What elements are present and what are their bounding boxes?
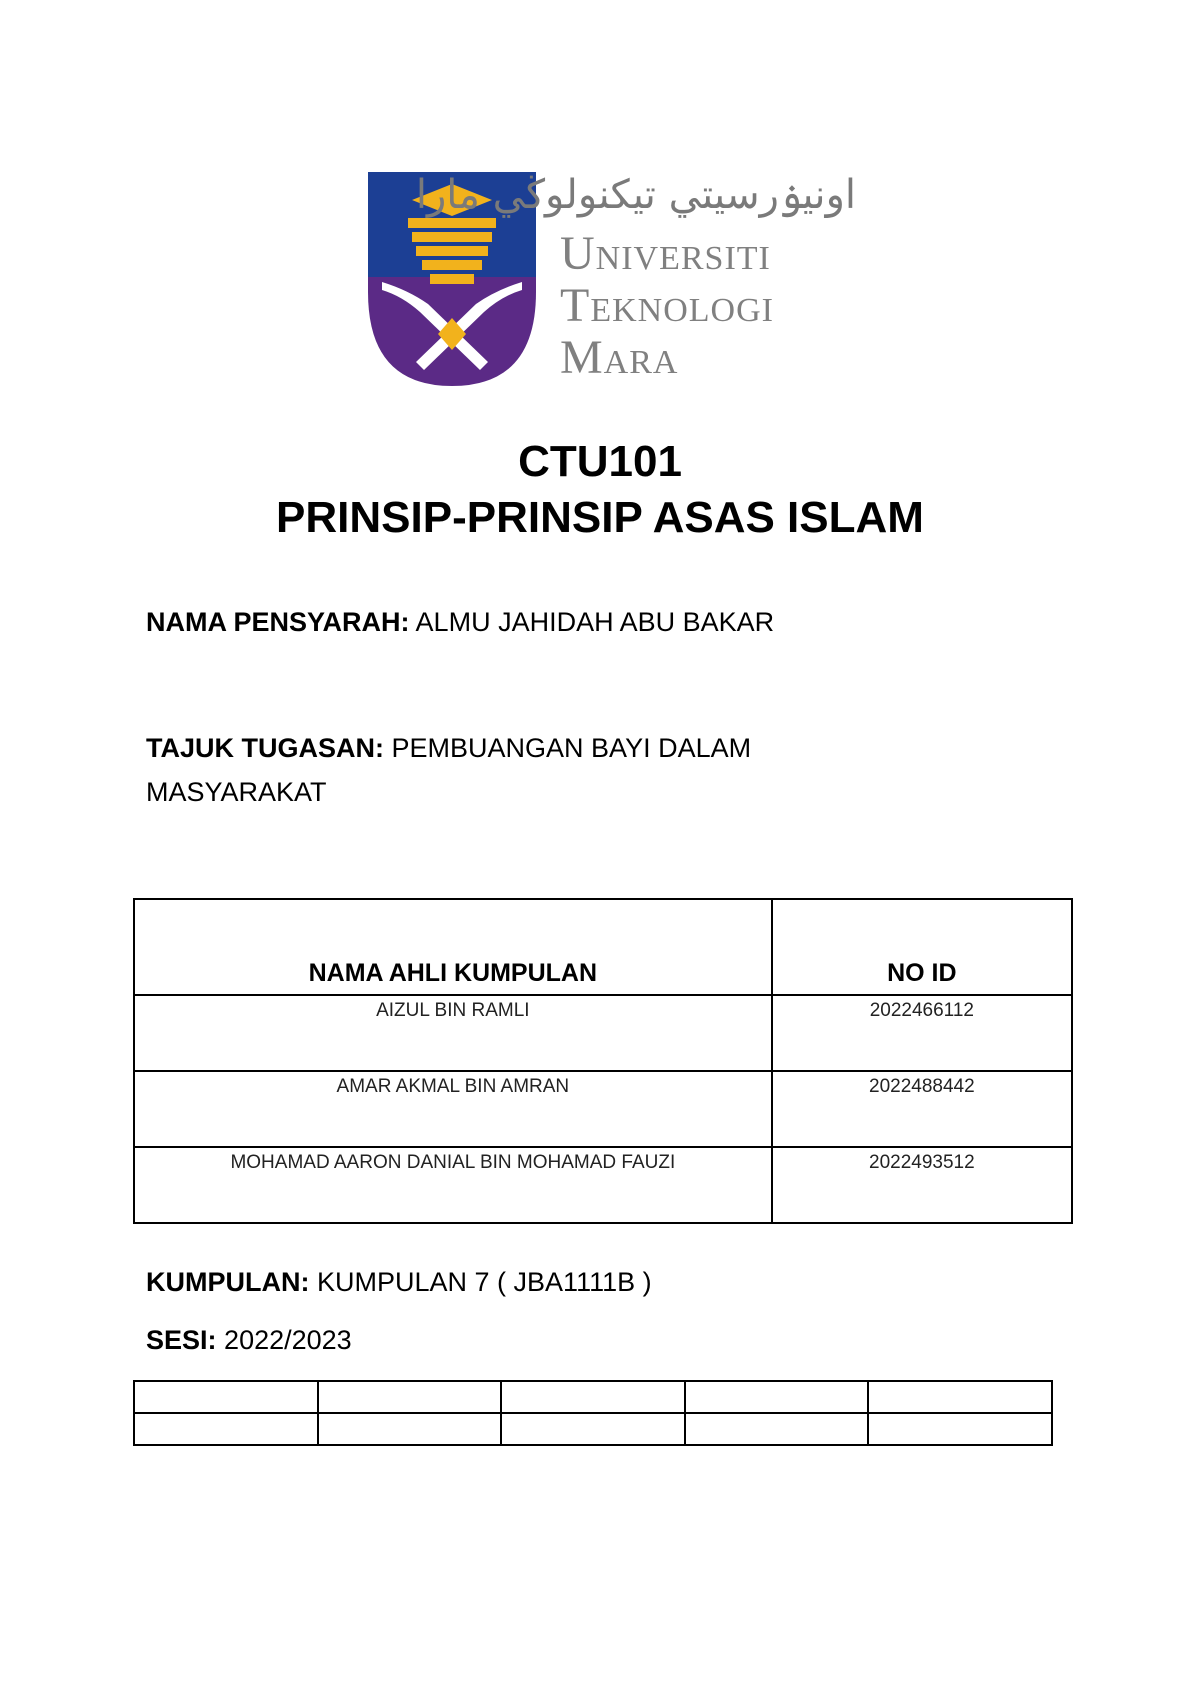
- table-row: [134, 995, 1072, 1071]
- university-logo: [368, 172, 858, 386]
- assignment-title-value: PEMBUANGAN BAYI DALAM MASYARAKAT: [146, 733, 752, 807]
- member-name-cell: MOHAMAD AARON DANIAL BIN MOHAMAD FAUZI: [134, 1147, 772, 1223]
- logo-name-line-2: Teknologi: [560, 279, 774, 332]
- members-table-header: [134, 899, 1072, 995]
- session-value: 2022/2023: [224, 1325, 352, 1355]
- member-id-cell: 2022466112: [772, 995, 1072, 1071]
- blank-cell: [134, 1381, 318, 1413]
- member-name-cell: AMAR AKMAL BIN AMRAN: [134, 1071, 772, 1147]
- table-row: [134, 1147, 1072, 1223]
- course-title: PRINSIP-PRINSIP ASAS ISLAM: [276, 493, 924, 542]
- blank-cell: [501, 1381, 685, 1413]
- assignment-title-field: [146, 726, 906, 814]
- group-field: [146, 1260, 1046, 1304]
- blank-cell: [318, 1413, 502, 1445]
- header-member-name: NAMA AHLI KUMPULAN: [134, 899, 772, 995]
- blank-cell: [501, 1413, 685, 1445]
- course-code: CTU101: [518, 437, 682, 486]
- member-id-cell: 2022493512: [772, 1147, 1072, 1223]
- blank-cell: [134, 1413, 318, 1445]
- header-member-id: NO ID: [772, 899, 1072, 995]
- member-id-cell: 2022488442: [772, 1071, 1072, 1147]
- blank-cell: [685, 1413, 869, 1445]
- member-name-cell: AIZUL BIN RAMLI: [134, 995, 772, 1071]
- blank-table-row: [134, 1413, 1052, 1445]
- session-field: [146, 1318, 1046, 1362]
- logo-jawi-text: اونيۏرسيتي تيكنولوڬي مارا: [415, 172, 856, 218]
- blank-cell: [868, 1413, 1052, 1445]
- logo-name-line-3: Mara: [560, 331, 679, 384]
- lecturer-label: NAMA PENSYARAH:: [146, 607, 410, 637]
- lecturer-value: ALMU JAHIDAH ABU BAKAR: [415, 607, 775, 637]
- group-label: KUMPULAN:: [146, 1267, 310, 1297]
- blank-cell: [318, 1381, 502, 1413]
- blank-table: [133, 1380, 1053, 1446]
- assignment-title-label: TAJUK TUGASAN:: [146, 733, 384, 763]
- members-table: [133, 898, 1073, 1224]
- blank-cell: [868, 1381, 1052, 1413]
- blank-table-row: [134, 1381, 1052, 1413]
- blank-cell: [685, 1381, 869, 1413]
- group-value: KUMPULAN 7 ( JBA1111B ): [317, 1267, 652, 1297]
- session-label: SESI:: [146, 1325, 217, 1355]
- lecturer-field: [146, 600, 1046, 644]
- logo-name-line-1: Universiti: [560, 227, 771, 280]
- table-row: [134, 1071, 1072, 1147]
